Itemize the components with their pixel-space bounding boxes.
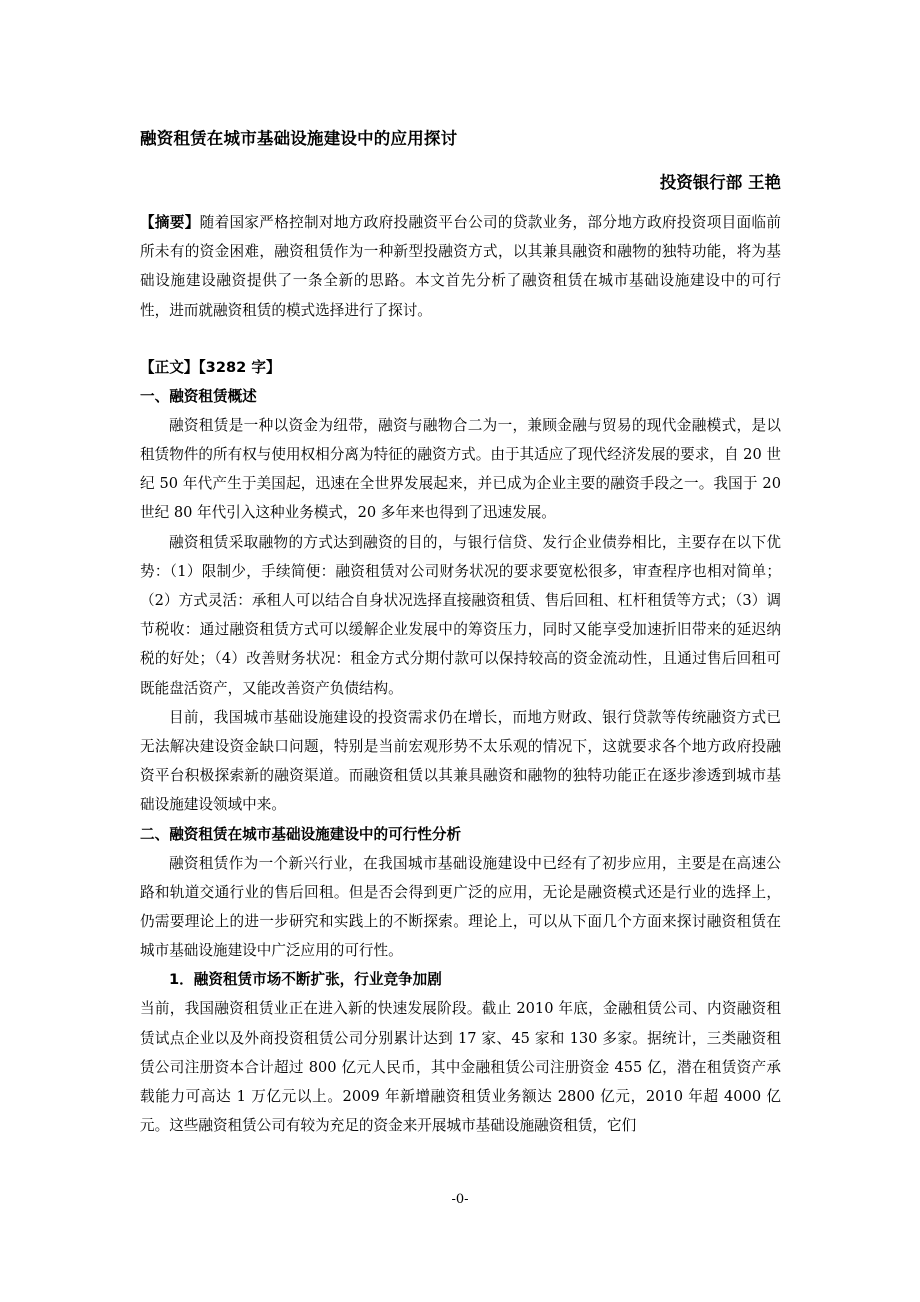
body-label: 【正文】【3282 字】 (140, 358, 281, 376)
section1-paragraph-2: 融资租赁采取融物的方式达到融资的目的，与银行信贷、发行企业债券相比，主要存在以下优势：（1）限制少，手续简便：融资租赁对公司财务状况的要求要宽松很多，审查程序也相对简单；（2）方式灵活：承租人可以结合自身状况选择直接融资租赁、售后回租、杠杆租赁等方式；（3）调节税收：通过融资租赁方式可以缓解企业发展中的筹资压力，同时又能享受加速折旧带来的延迟纳税的好处；（4）改善财务状况：租金方式分期付款可以保持较高的资金流动性，且通过售后回租可既能盘活资产，又能改善资产负债结构。 (140, 533, 781, 697)
subsection1-paragraph: 当前，我国融资租赁业正在进入新的快速发展阶段。截止 2010 年底，金融租赁公司、内资融资租赁试点企业以及外商投资租赁公司分别累计达到 17 家、45 家和 130 多家。据统计，三类融资租赁公司注册资本合计超过 800 亿元人民币，其中金融租赁公司注册资金 455 亿，潜在租赁资产承载能力可高达 1 万亿元以上。2009 年新增融资租赁业务额达 2800 亿元，2010 年超 4000 亿元。这些融资租赁公司有较为充足的资金来开展城市基础设施融资租赁，它们 (140, 1000, 781, 1135)
abstract (140, 208, 781, 325)
section-heading-1: 一、融资租赁概述 (140, 387, 257, 405)
section-heading-2: 二、融资租赁在城市基础设施建设中的可行性分析 (140, 825, 462, 843)
document-content (140, 124, 781, 1140)
author-line: 投资银行部 王艳 (659, 173, 781, 192)
section2-paragraph: 融资租赁作为一个新兴行业，在我国城市基础设施建设中已经有了初步应用，主要是在高速公路和轨道交通行业的售后回租。但是否会得到更广泛的应用，无论是融资模式还是行业的选择上，仍需要理论上的进一步研究和实践上的不断探索。理论上，可以从下面几个方面来探讨融资租赁在城市基础设施建设中广泛应用的可行性。 (140, 854, 781, 960)
document-title: 融资租赁在城市基础设施建设中的应用探讨 (140, 129, 458, 148)
page-number: -0- (451, 1192, 469, 1207)
abstract-label: 【摘要】 (140, 214, 200, 231)
section1-paragraph-3: 目前，我国城市基础设施建设的投资需求仍在增长，而地方财政、银行贷款等传统融资方式已无法解决建设资金缺口问题，特别是当前宏观形势不太乐观的情况下，这就要求各个地方政府投融资平台积极探索新的融资渠道。而融资租赁以其兼具融资和融物的独特功能正在逐步渗透到城市基础设施建设领域中来。 (140, 708, 781, 814)
section1-paragraph-1: 融资租赁是一种以资金为纽带，融资与融物合二为一，兼顾金融与贸易的现代金融模式，是以租赁物件的所有权与使用权相分离为特征的融资方式。由于其适应了现代经济发展的要求，自 20 世纪 50 年代产生于美国起，迅速在全世界发展起来，并已成为企业主要的融资手段之一。我国于 20 世纪 80 年代引入这种业务模式，20 多年来也得到了迅速发展。 (140, 416, 781, 522)
subsection-heading-1: 1．融资租赁市场不断扩张，行业竞争加剧 (169, 971, 442, 989)
abstract-text: 随着国家严格控制对地方政府投融资平台公司的贷款业务，部分地方政府投资项目面临前所未有的资金困难，融资租赁作为一种新型投融资方式，以其兼具融资和融物的独特功能，将为基础设施建设融资提供了一条全新的思路。本文首先分析了融资租赁在城市基础设施建设中的可行性，进而就融资租赁的模式选择进行了探讨。 (140, 214, 781, 319)
